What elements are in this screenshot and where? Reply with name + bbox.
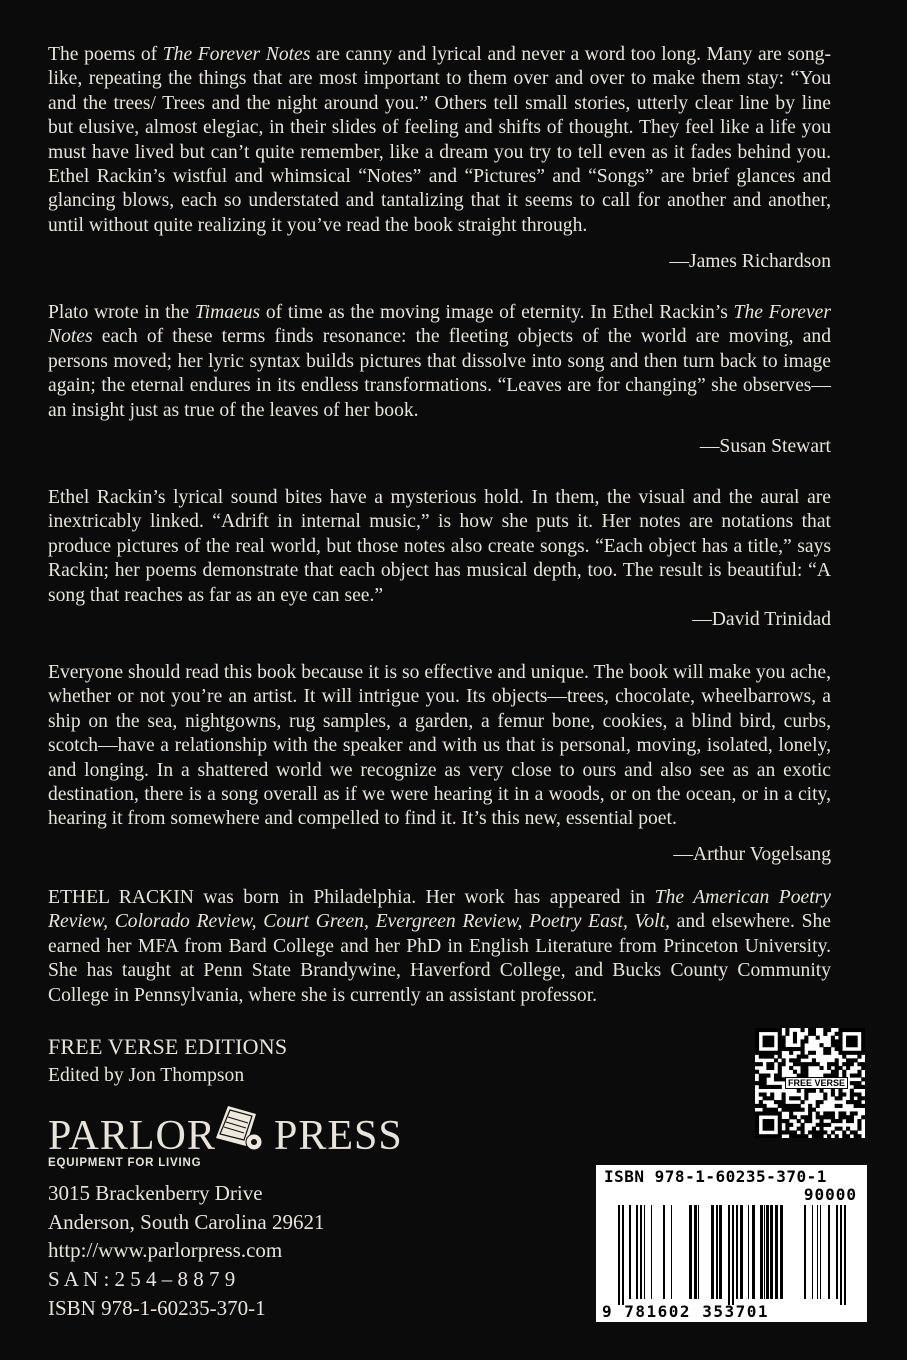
review-text: Ethel Rackin’s lyrical sound bites have a mysterious hold. In them, the visual and the aural are inextricably linked. “Adrift in internal music,” is how she puts it. Her notes are notations that produce pictures of the real world, but those notes also create songs. “Each object has a title,” says Rackin; her poems demonstrate that each object has musical depth, too. The result is beautiful: “A song that reaches as far as an eye can see.” xyxy=(48,487,831,606)
barcode-isbn-label: ISBN 978-1-60235-370-1 xyxy=(604,1167,827,1186)
address-line2: Anderson, South Carolina 29621 xyxy=(48,1209,325,1234)
review-attribution: —David Trinidad xyxy=(692,609,831,630)
logo-word-press: PRESS xyxy=(274,1113,403,1159)
publisher-address xyxy=(48,1179,324,1323)
qr-code[interactable] xyxy=(755,1028,865,1138)
publisher-url[interactable]: http://www.parlorpress.com xyxy=(48,1238,283,1263)
barcode-ean-digits: 9 781602 353701 xyxy=(602,1302,769,1321)
press-emblem-icon xyxy=(206,1098,266,1158)
review-text: Everyone should read this book because it is so effective and unique. The book will make you ache, whether or not you’re an artist. It will intrigue you. Its objects—trees, chocolate, wheelbarrows, a ship on the sea, nightgowns, rug samples, a garden, a femur bone, cookies, a blind bird, curbs, scotch—have a relationship with the speaker and with us that is personal, moving, isolated, lonely, and longing. In a shattered world we recognize as very close to ours and also see as an exotic destination, there is a song overall as if we were hearing it in a woods, or on the ocean, or in a city, hearing it from somewhere and compelled to find it. It’s this new, essential poet. xyxy=(48,662,831,830)
bio-text: ETHEL RACKIN was born in Philadelphia. Her work has appeared in The American Poetry Review, Colorado Review, Court Green, Evergreen Review, Poetry East, Volt, and elsewhere. She earned her MFA from Bard College and her PhD in English Literature from Princeton University. She has taught at Penn State Brandywine, Haverford College, and Bucks County Community College in Pennsylvania, where she is currently an assistant professor. xyxy=(48,887,832,1006)
review-attribution: —James Richardson xyxy=(669,251,831,272)
review-vogelsang xyxy=(48,661,831,832)
logo-word-parlor: PARLOR xyxy=(48,1113,216,1159)
series-info xyxy=(48,1035,287,1088)
review-text: The poems of The Forever Notes are canny and lyrical and never a word too long. Many are song-like, repeating the things that are most important to them over and over to make them stay: “You and the trees/ Trees and the night around you.” Others tell small stories, utterly clear line by line but elusive, almost elegiac, in their slides of feeling and shifts of thought. They feel like a life you must have lived but can’t quite remember, like a dream you try to tell even as it fades behind you. Ethel Rackin’s wistful and whimsical “Notes” and “Pictures” and “Songs” are brief glances and glancing blows, each so understated and tantalizing that it seems to call for another and another, until without quite realizing it you’ve read the book straight through. xyxy=(48,44,832,236)
qr-label: FREE VERSE xyxy=(785,1077,848,1089)
publisher-san: S A N : 2 5 4 – 8 8 7 9 xyxy=(48,1267,236,1292)
review-attribution: —Arthur Vogelsang xyxy=(673,844,831,865)
barcode-bars-icon xyxy=(596,1165,867,1322)
logo-tagline: EQUIPMENT FOR LIVING xyxy=(48,1157,202,1169)
isbn-barcode xyxy=(596,1165,867,1322)
series-title: FREE VERSE EDITIONS xyxy=(48,1034,288,1059)
publisher-isbn: ISBN 978-1-60235-370-1 xyxy=(48,1295,266,1320)
review-text: Plato wrote in the Timaeus of time as the moving image of eternity. In Ethel Rackin’s The Forever Notes each of these terms finds resonance: the fleeting objects of the world are moving, and persons moved; her lyric syntax builds pictures that dissolve into song and then turn back to image again; the eternal endures in its endless transformations. “Leaves are for changing” she observes—an insight just as true of the leaves of her book. xyxy=(48,302,832,421)
barcode-price-code: 90000 xyxy=(803,1185,857,1204)
review-attribution: —Susan Stewart xyxy=(699,436,831,457)
review-stewart xyxy=(48,301,831,423)
address-line1: 3015 Brackenberry Drive xyxy=(48,1181,263,1205)
author-bio xyxy=(48,886,831,1008)
parlor-press-logo xyxy=(48,1098,403,1174)
review-richardson xyxy=(48,43,831,238)
series-editor: Edited by Jon Thompson xyxy=(48,1065,245,1086)
review-trinidad xyxy=(48,486,831,608)
